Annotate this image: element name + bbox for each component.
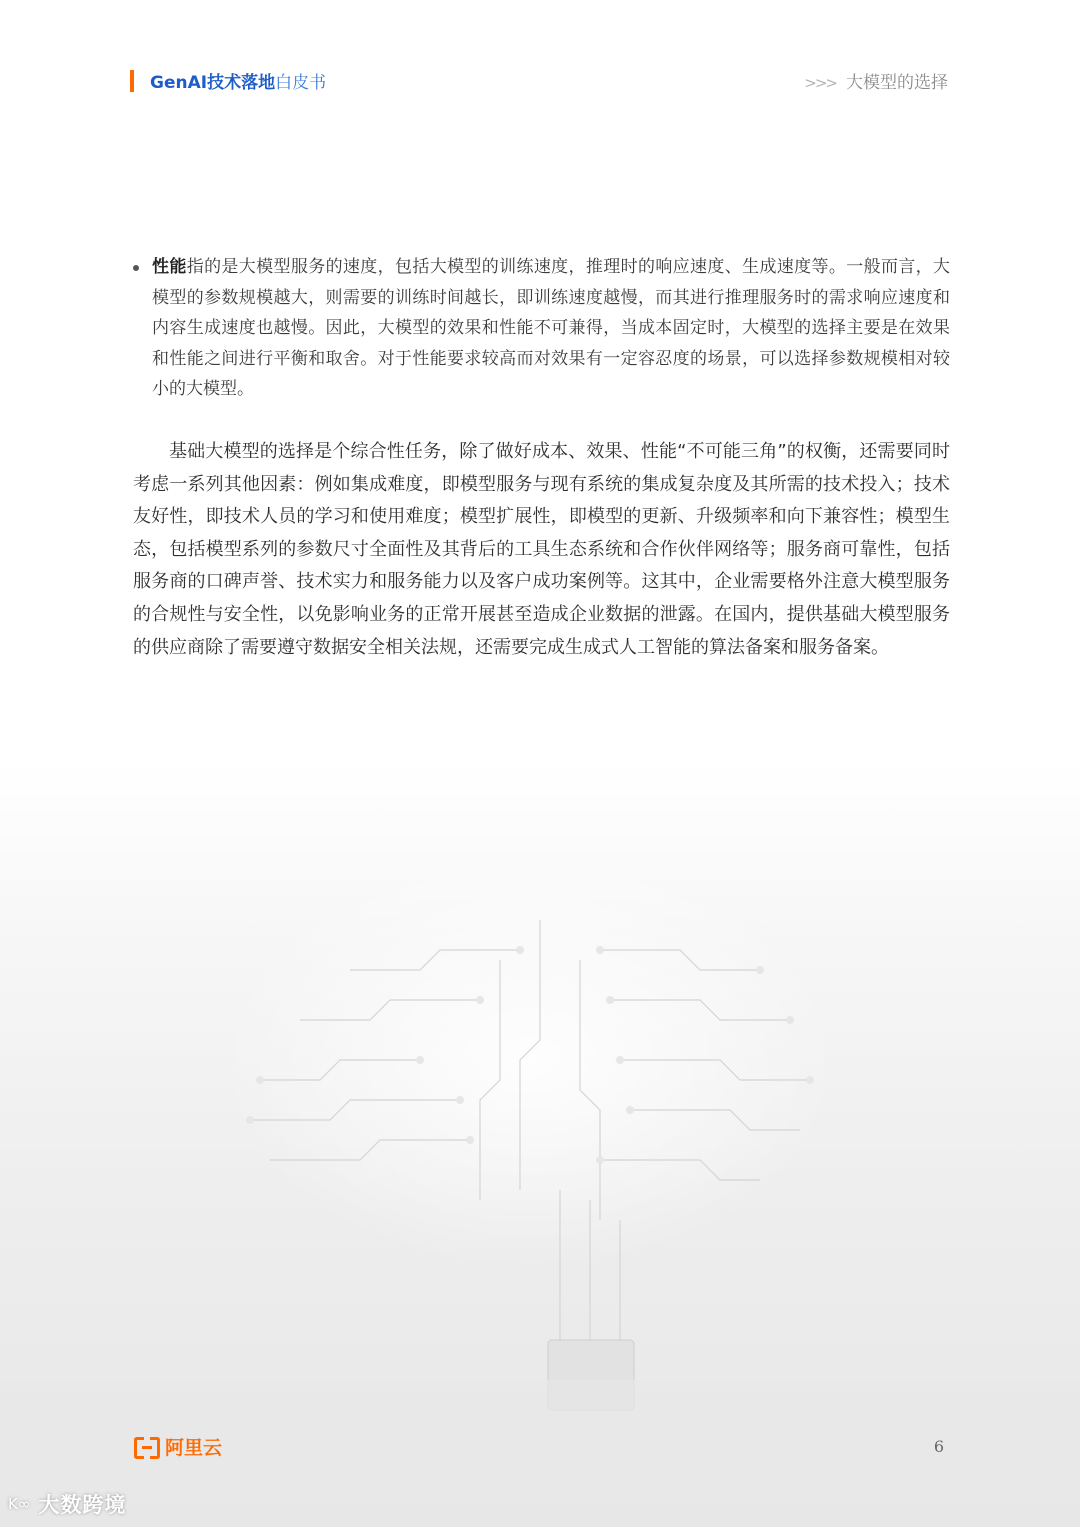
watermark-text: 大数跨境 — [38, 1493, 127, 1517]
aliyun-logo-icon — [134, 1437, 160, 1457]
document-title-sub: 白皮书 — [275, 73, 327, 93]
bullet-text — [152, 252, 950, 405]
section-title: 大模型的选择 — [846, 73, 948, 93]
watermark — [8, 1489, 126, 1519]
document-title — [150, 68, 326, 93]
header-accent-bar — [130, 70, 134, 92]
double-chevron-icon: >>> — [804, 74, 836, 92]
aliyun-logo — [134, 1433, 222, 1460]
bullet-dot-icon — [133, 265, 139, 271]
page-number: 6 — [933, 1437, 944, 1456]
circuit-brain-illustration — [0, 860, 1080, 1527]
logo-text: 阿里云 — [165, 1437, 223, 1459]
watermark-icon: K∞ — [8, 1495, 31, 1513]
section-label — [804, 68, 948, 93]
bullet-term: 性能 — [152, 257, 187, 277]
bullet-item-performance — [133, 252, 950, 405]
document-title-main: GenAI技术落地 — [150, 73, 276, 93]
body-paragraph: 基础大模型的选择是个综合性任务，除了做好成本、效果、性能“不可能三角”的权衡，还需要同时考虑一系列其他因素：例如集成难度，即模型服务与现有系统的集成复杂度及其所需的技术投入；技术友好性，即技术人员的学习和使用难度；模型扩展性，即模型的更新、升级频率和向下兼容性；模型生态，包括模型系列的参数尺寸全面性及其背后的工具生态系统和合作伙伴网络等；服务商可靠性，包括服务商的口碑声誉、技术实力和服务能力以及客户成功案例等。这其中，企业需要格外注意大模型服务的合规性与安全性，以免影响业务的正常开展甚至造成企业数据的泄露。在国内，提供基础大模型服务的供应商除了需要遵守数据安全相关法规，还需要完成生成式人工智能的算法备案和服务备案。 — [133, 441, 950, 658]
bullet-body: 指的是大模型服务的速度，包括大模型的训练速度，推理时的响应速度、生成速度等。一般而言，大模型的参数规模越大，则需要的训练时间越长，即训练速度越慢，而其进行推理服务时的需求响应速度和内容生成速度也越慢。因此，大模型的效果和性能不可兼得，当成本固定时，大模型的选择主要是在效果和性能之间进行平衡和取舍。对于性能要求较高而对效果有一定容忍度的场景，可以选择参数规模相对较小的大模型。 — [152, 257, 951, 399]
